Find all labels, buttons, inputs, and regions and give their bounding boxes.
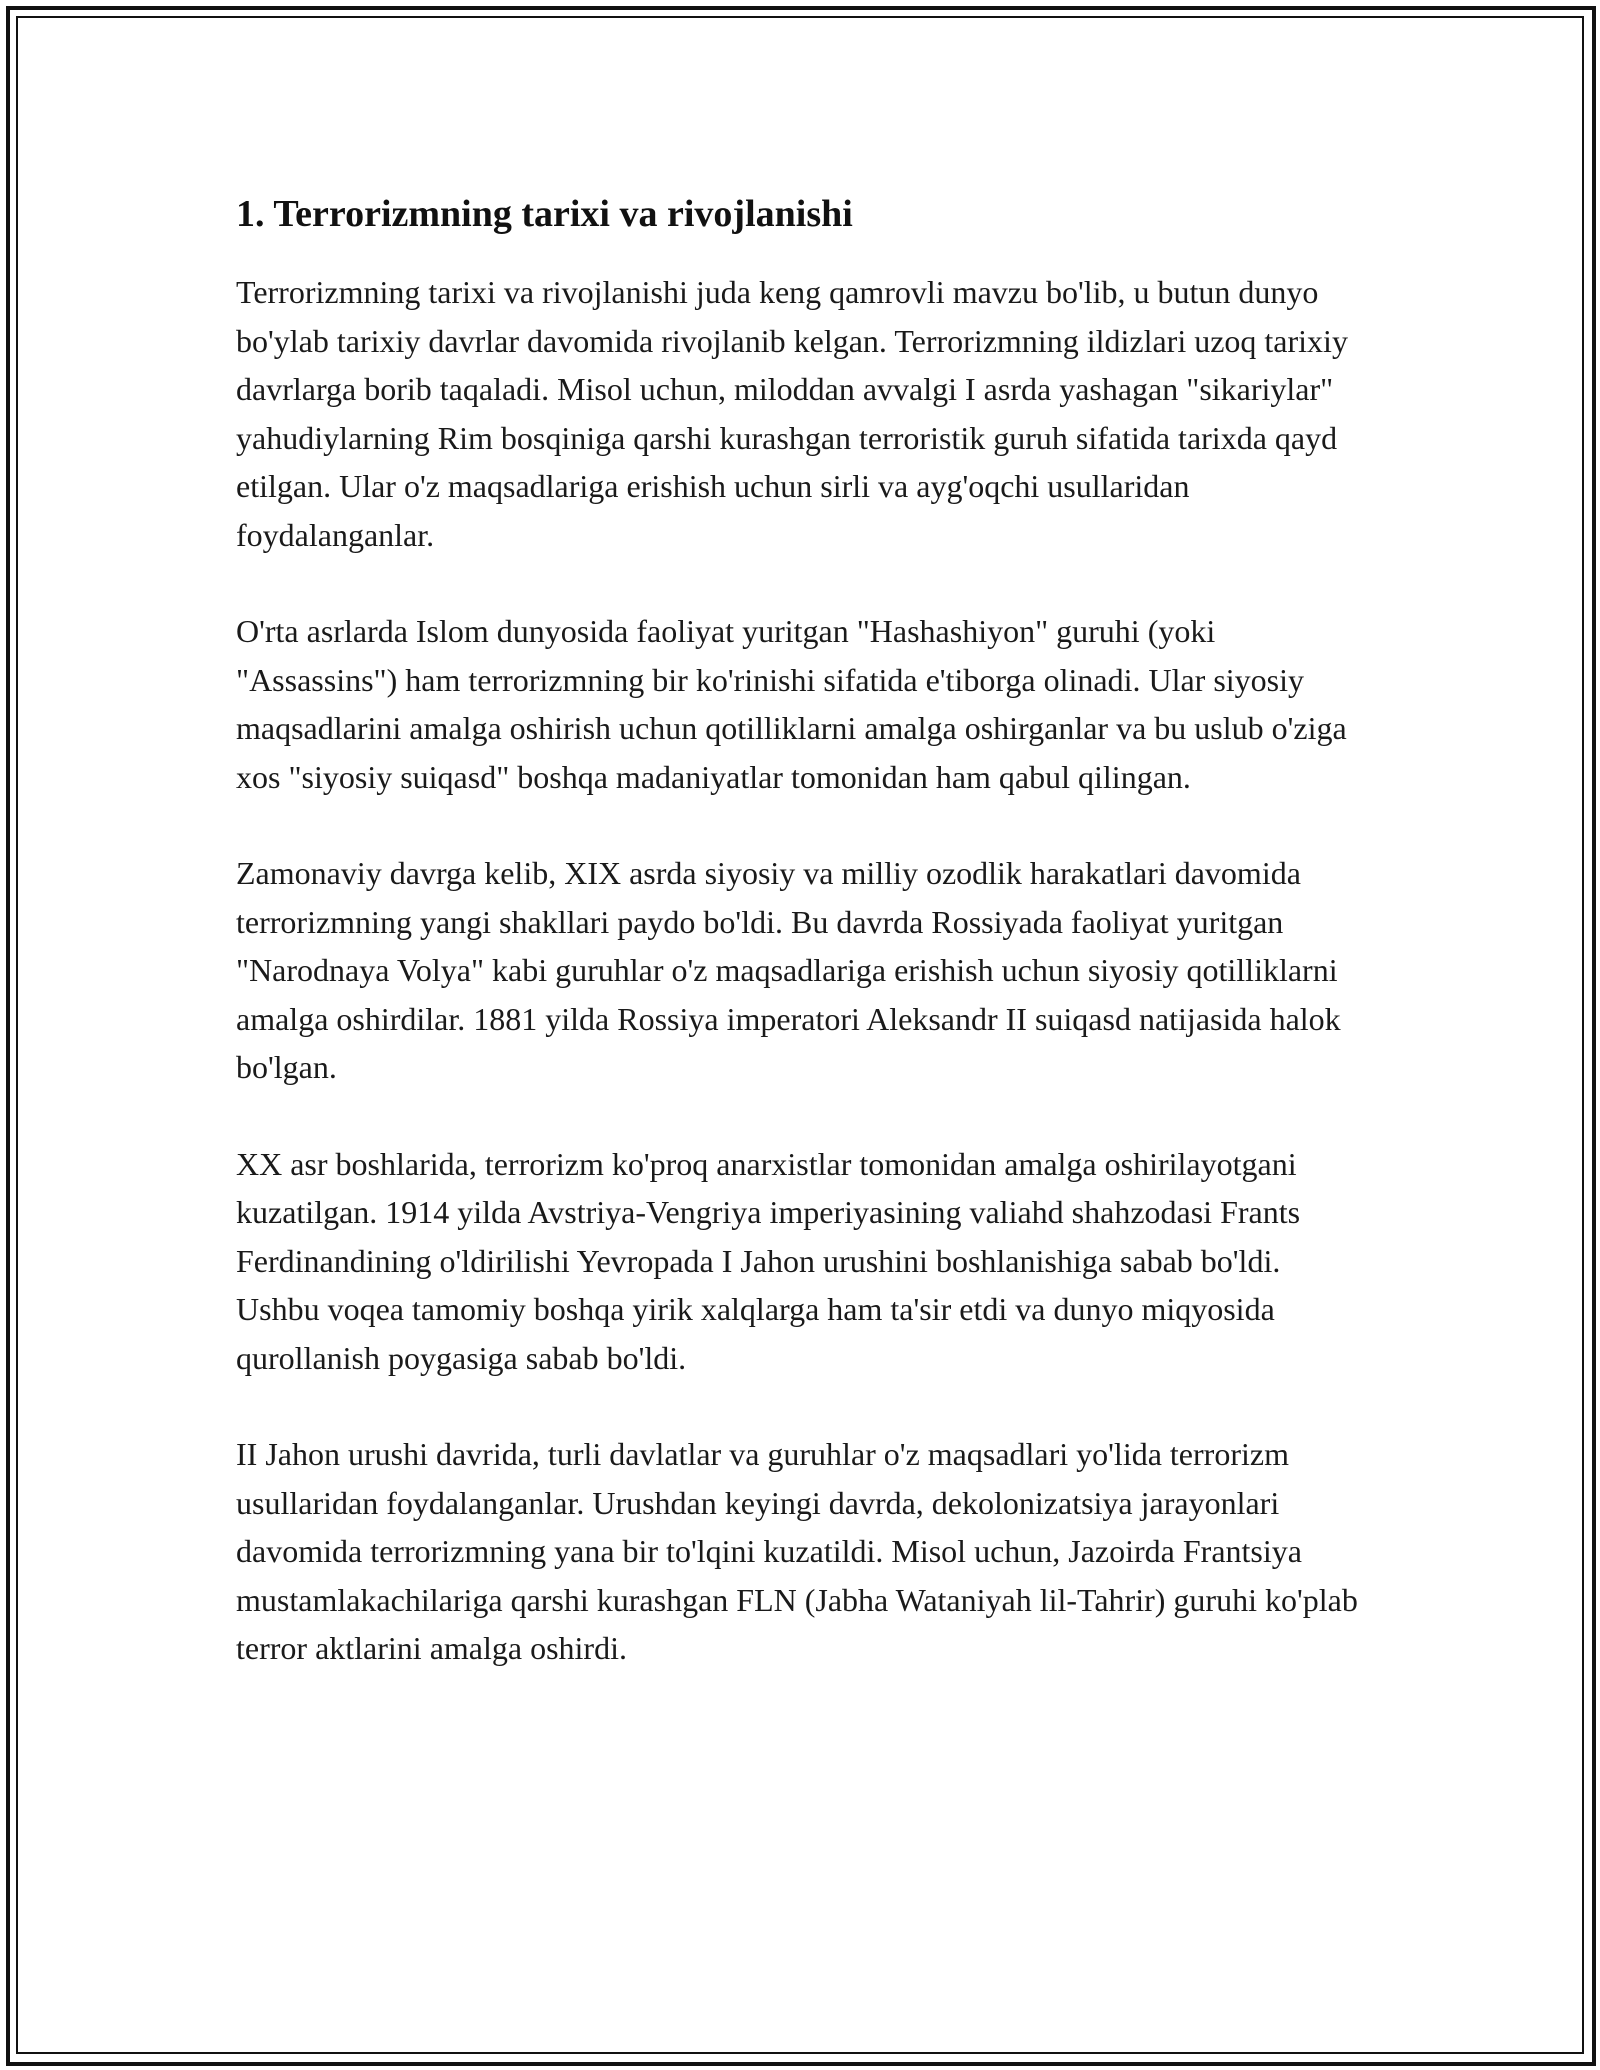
document-body [236, 186, 1366, 1721]
section-heading: 1. Terrorizmning tarixi va rivojlanishi [236, 193, 853, 235]
paragraph-3: Zamonaviy davrga kelib, XIX asrda siyosiy va milliy ozodlik harakatlari davomida terrorizmning yangi shakllari paydo bo'ldi. Bu davrda Rossiyada faoliyat yuritgan "Narodnaya Volya" kabi guruhlar o'z maqsadlariga erishish uchun siyosiy qotilliklarni amalga oshirdilar. 1881 yilda Rossiya imperatori Aleksandr II suiqasd natijasida halok bo'lgan. [236, 855, 1341, 1085]
paragraph-1: Terrorizmning tarixi va rivojlanishi juda keng qamrovli mavzu bo'lib, u butun dunyo bo'ylab tarixiy davrlar davomida rivojlanib kelgan. Terrorizmning ildizlari uzoq tarixiy davrlarga borib taqaladi. Misol uchun, miloddan avvalgi I asrda yashagan "sikariylar" yahudiylarning Rim bosqiniga qarshi kurashgan terroristik guruh sifatida tarixda qayd etilgan. Ular o'z maqsadlariga erishish uchun sirli va ayg'oqchi usullaridan foydalanganlar. [236, 274, 1348, 553]
paragraph-2: O'rta asrlarda Islom dunyosida faoliyat yuritgan "Hashashiyon" guruhi (yoki "Assassins") ham terrorizmning bir ko'rinishi sifatida e'tiborga olinadi. Ular siyosiy maqsadlarini amalga oshirish uchun qotilliklarni amalga oshirganlar va bu uslub o'ziga xos "siyosiy suiqasd" boshqa madaniyatlar tomonidan ham qabul qilingan. [236, 613, 1347, 795]
paragraph-5: II Jahon urushi davrida, turli davlatlar va guruhlar o'z maqsadlari yo'lida terrorizm usullaridan foydalanganlar. Urushdan keyingi davrda, dekolonizatsiya jarayonlari davomida terrorizmning yana bir to'lqini kuzatildi. Misol uchun, Jazoirda Frantsiya mustamlakachilariga qarshi kurashgan FLN (Jabha Wataniyah lil-Tahrir) guruhi ko'plab terror aktlarini amalga oshirdi. [236, 1436, 1358, 1666]
paragraph-4: XX asr boshlarida, terrorizm ko'proq anarxistlar tomonidan amalga oshirilayotgani kuzatilgan. 1914 yilda Avstriya-Vengriya imperiyasining valiahd shahzodasi Frants Ferdinandining o'ldirilishi Yevropada I Jahon urushini boshlanishiga sabab bo'ldi. Ushbu voqea tamomiy boshqa yirik xalqlarga ham ta'sir etdi va dunyo miqyosida qurollanish poygasiga sabab bo'ldi. [236, 1145, 1301, 1376]
